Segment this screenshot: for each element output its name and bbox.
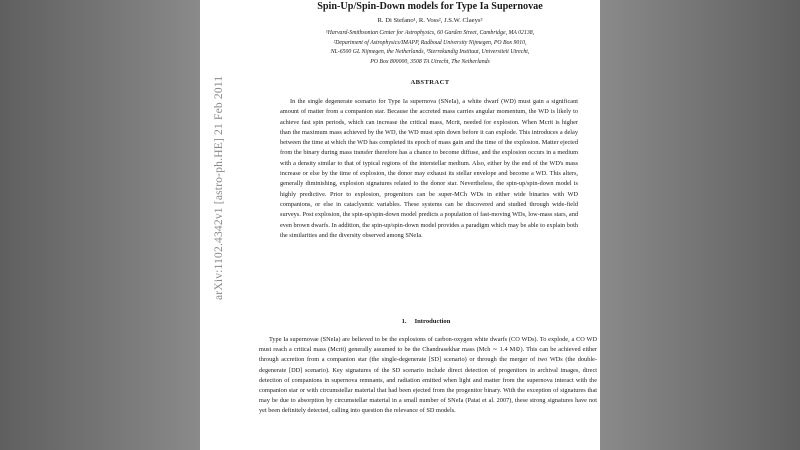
author-list: R. Di Stefano¹, R. Voss², J.S.W. Claeys³: [377, 17, 483, 24]
background-blur-right: [600, 0, 800, 450]
paper-page: [200, 0, 600, 450]
arxiv-identifier: arXiv:1102.4342v1 [astro-ph.HE] 21 Feb 2011: [213, 75, 225, 300]
affiliations: [260, 29, 600, 67]
abstract-heading: ABSTRACT: [410, 79, 450, 86]
section-heading: [260, 318, 600, 325]
introduction-text: Type Ia supernovae (SNeIa) are believed to be the explosions of carbon-oxygen white dwarfs (CO WDs). To explode, a CO WD must reach a critical mass (Mcrit) generally assumed to be the Chandrasekhar mass (Mch ∼ 1.4 M⊙). This can be achieved either through accretion from a companion star (the single-degenerate [SD] scenario) or through the merger of two WDs (the double-degenerate [DD] scenario). Key signatures of the SD scenario include direct detection of progenitors in archival images, direct detection of companions in supernova remnants, and radiation emitted when light and matter from the supernova interact with the companion star or with circumstellar material that had been ejected from the progenitor binary. With the exception of signatures that may be due to absorption by circumstellar material in a small number of SNeIa (Patat et al. 2007), these strong signatures have not yet been definitely detected, calling into question the relevance of SD models.: [259, 336, 597, 415]
section-title: Introduction: [414, 318, 451, 325]
abstract-text: In the single degenerate scenario for Type Ia supernova (SNeIa), a white dwarf (WD) must gain a significant amount of matter from a companion star. Because the accreted mass carries angular momentum, the WD is likely to achieve fast spin periods, which can increase the critical mass, Mcrit, needed for explosion. When Mcrit is higher than the maximum mass achieved by the WD, the WD must spin down before it can explode. This introduces a delay between the time at which the WD has completed its epoch of mass gain and the time of the explosion. Matter ejected from the binary during mass transfer therefore has a chance to become diffuse, and the explosion occurs in a medium with a density similar to that of typical regions of the interstellar medium. Also, either by the end of the WD's mass increase or else by the time of explosion, the donor may exhaust its stellar envelope and become a WD. This alters, generally diminishing, explosion signatures related to the donor star. Nevertheless, the spin-up/spin-down model is highly predictive. Prior to explosion, progenitors can be super-MCh WDs in either wide binaries with WD companions, or else in cataclysmic variables. These systems can be discovered and studied through wide-field surveys. Post explosion, the spin-up/spin-down model predicts a population of fast-moving WDs, low-mass stars, and even brown dwarfs. In addition, the spin-up/spin-down model provides a paradigm which may be able to explain both the similarities and the diversity observed among SNeIa.: [280, 98, 578, 239]
affiliation-line: NL-6500 GL Nijmegen, the Netherlands, ³Sterrekundig Instituut, Universiteit Utrecht,: [330, 49, 530, 56]
affiliation-line: ¹Harvard-Smithsonian Center for Astrophysics, 60 Garden Street, Cambridge, MA 02138,: [325, 30, 535, 36]
background-blur-left: [0, 0, 200, 450]
paper-title: Spin-Up/Spin-Down models for Type Ia Supernovae: [317, 1, 543, 12]
affiliation-line: PO Box 800000, 3508 TA Utrecht, The Netherlands: [370, 58, 490, 65]
affiliation-line: ²Department of Astrophysics/IMAPP, Radboud University Nijmegen, PO Box 9010,: [333, 39, 527, 46]
section-number: 1.: [401, 318, 407, 325]
